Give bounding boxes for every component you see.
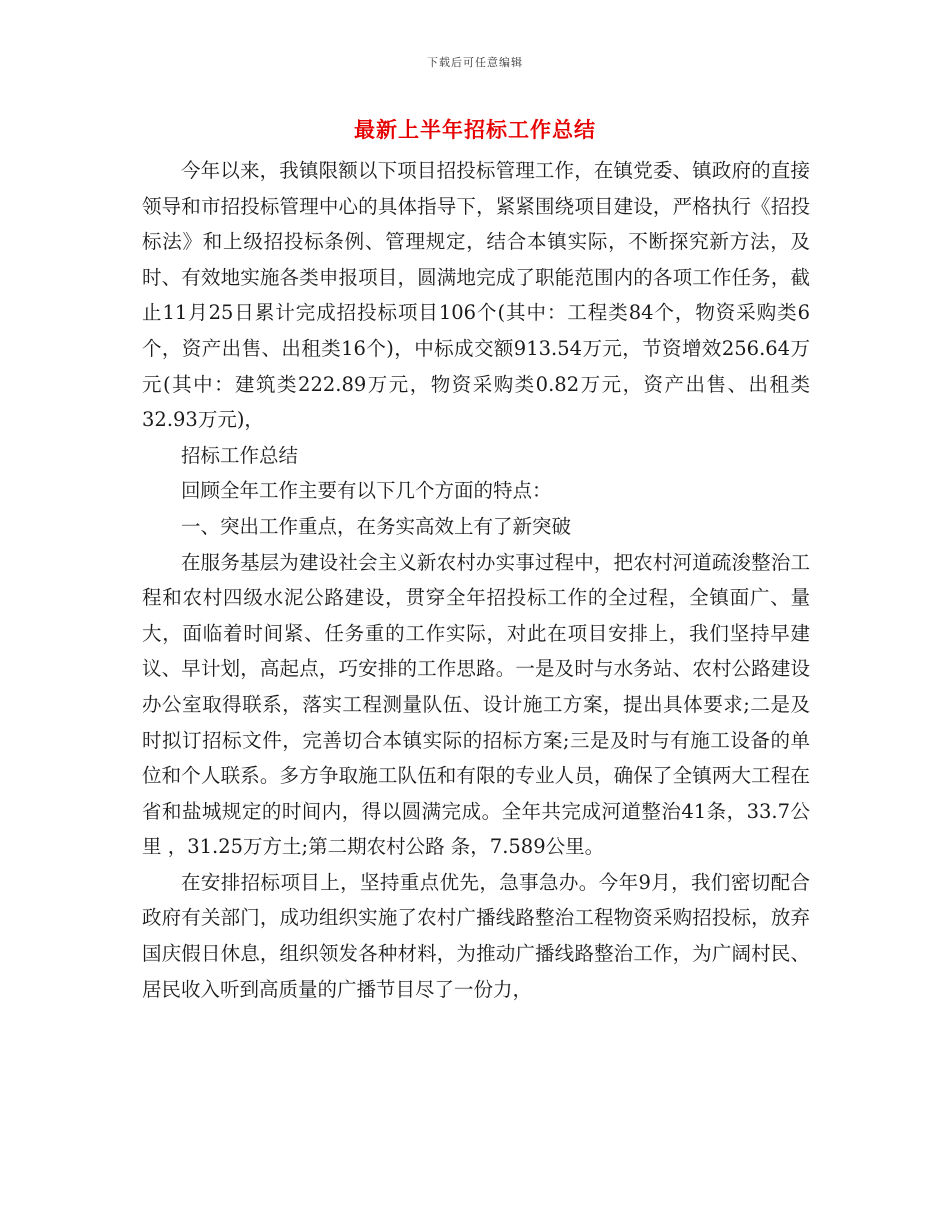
paragraph-heading-summary: 招标工作总结 (181, 443, 299, 467)
header-note: 下载后可任意编辑 (427, 56, 523, 69)
paragraph-rural-projects: 在服务基层为建设社会主义新农村办实事过程中，把农村河道疏浚整治工程和农村四级水泥公路建设，贯穿全年招投标工作的全过程，全镇面广、量大，面临着时间紧、任务重的工作实际，对此在项目安排上，我们坚持早建议、早计划，高起点，巧安排的工作思路。一是及时与水务站、农村公路建设办公室取得联系，落实工程测量队伍、设计施工方案，提出具体要求;二是及时拟订招标文件，完善切合本镇实际的招标方案;三是及时与有施工设备的单位和个人联系。多方争取施工队伍和有限的专业人员，确保了全镇两大工程在省和盐城规定的时间内，得以圆满完成。全年共完成河道整治41条，33.7公里 ，31.25万方土;第二期农村公路 条，7.589公里。 (142, 550, 810, 859)
paragraph-priority-projects: 在安排招标项目上，坚持重点优先，急事急办。今年9月，我们密切配合政府有关部门，成功组织实施了农村广播线路整治工程物资采购招投标，放弃国庆假日休息，组织领发各种材料，为推动广播线路整治工作，为广阔村民、居民收入听到高质量的广播节目尽了一份力， (142, 870, 810, 1001)
document-title: 最新上半年招标工作总结 (354, 117, 596, 142)
paragraph-review: 回顾全年工作主要有以下几个方面的特点： (181, 479, 552, 503)
paragraph-intro: 今年以来，我镇限额以下项目招投标管理工作，在镇党委、镇政府的直接领导和市招投标管理中心的具体指导下，紧紧围绕项目建设，严格执行《招投标法》和上级招投标条例、管理规定，结合本镇实际，不断探究新方法，及时、有效地实施各类申报项目，圆满地完成了职能范围内的各项工作任务，截止11月25日累计完成招投标项目106个(其中：工程类84个，物资采购类6个，资产出售、出租类16个)，中标成交额913.54万元，节资增效256.64万元(其中：建筑类222.89万元，物资采购类0.82万元，资产出售、出租类32.93万元)， (142, 159, 810, 432)
paragraph-section-one-heading: 一、突出工作重点，在务实高效上有了新突破 (181, 514, 572, 538)
document-body (142, 153, 810, 1007)
